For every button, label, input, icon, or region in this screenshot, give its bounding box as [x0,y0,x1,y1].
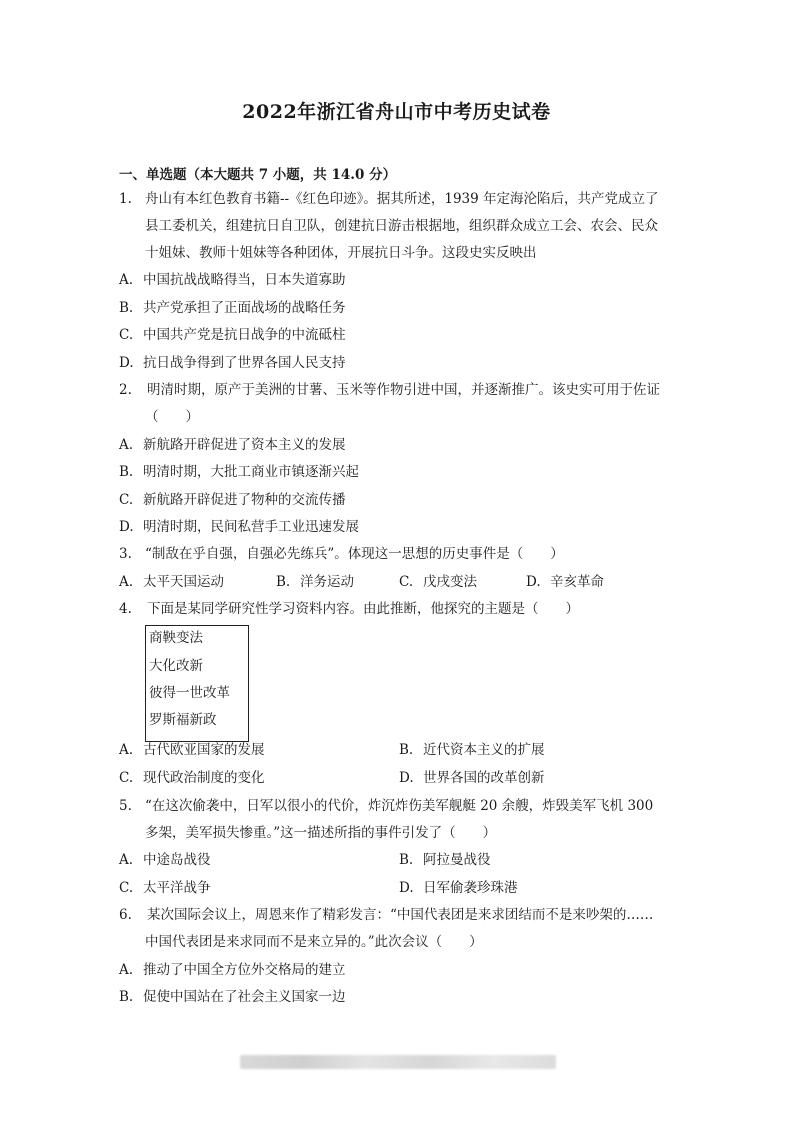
option-text: 新航路开辟促进了物种的交流传播 [143,492,346,508]
option-letter: B. [119,300,134,316]
question-text: “制敌在乎自强，自强必先练兵”。体现这一思想的历史事件是（ ） [145,546,564,562]
option-letter: D. [526,574,541,590]
option-letter: D. [119,355,134,371]
option-text: 戊戌变法 [423,574,477,590]
option-text: 太平洋战争 [143,880,211,896]
option-text: 洋务运动 [300,574,354,590]
option-text: 推动了中国全方位外交格局的建立 [143,962,346,978]
option [119,436,346,454]
option-letter: C. [399,574,414,590]
option-text: 促使中国站在了社会主义国家一边 [143,989,346,1005]
question-text: 某次国际会议上，周恩来作了精彩发言：“中国代表团是来求团结而不是来吵架的…… [147,907,654,923]
option [399,573,477,591]
question-text: 县工委机关，组建抗日自卫队，创建抗日游击根据地，组织群众成立工会、农会、民众 [145,218,658,234]
option-letter: C. [119,492,134,508]
question-text: “在这次偷袭中，日军以很小的代价，炸沉炸伤美军舰艇 20 余艘，炸毁美军飞机 300 [145,798,654,814]
option [276,573,354,591]
option [526,573,604,591]
option-text: 辛亥革命 [550,574,604,590]
section-heading: 一、单选题（本大题共 7 小题，共 14.0 分） [119,167,397,183]
option [119,769,265,787]
option-text: 近代资本主义的扩展 [423,742,545,758]
option-letter: D. [399,770,414,786]
option [119,299,346,317]
option-letter: A. [119,574,134,590]
material-item: 大化改新 [149,658,203,674]
option-text: 现代政治制度的变化 [143,770,265,786]
question-text: 多架，美军损失惨重。”这一描述所指的事件引发了（ ） [145,825,497,841]
option-letter: C. [119,327,134,343]
page-title: 2022年浙江省舟山市中考历史试卷 [242,101,551,123]
option-letter: B. [399,852,414,868]
option-text: 明清时期，民间私营手工业迅速发展 [143,519,359,535]
option [119,326,346,344]
material-item: 罗斯福新政 [149,712,217,728]
question-number: 6. [119,907,132,923]
material-item: 商鞅变法 [149,630,203,646]
option-letter: A. [119,852,134,868]
option [119,961,346,979]
option [119,271,346,289]
option [119,518,359,536]
option-letter: A. [119,272,134,288]
question-text: 中国代表团是来求同而不是来立异的。”此次会议（ ） [145,934,483,950]
option [119,741,265,759]
question-number: 4. [119,601,132,617]
option-text: 共产党承担了正面战场的战略任务 [143,300,346,316]
option [399,769,545,787]
option [119,463,359,481]
option-text: 阿拉曼战役 [423,852,491,868]
material-box [145,625,249,742]
option-text: 太平天国运动 [143,574,224,590]
option-letter: D. [119,519,134,535]
option [119,988,346,1006]
option [399,851,491,869]
option-text: 中国共产党是抗日战争的中流砥柱 [143,327,346,343]
option [119,491,346,509]
option [119,354,346,372]
option-text: 中国抗战战略得当，日本失道寡助 [143,272,346,288]
question-text: 下面是某同学研究性学习资料内容。由此推断，他探究的主题是（ ） [147,601,579,617]
question-number: 1. [119,191,132,207]
option-text: 抗日战争得到了世界各国人民支持 [143,355,346,371]
question-number: 3. [119,546,132,562]
question-text: 十姐妹、教师十姐妹等各种团体，开展抗日斗争。这段史实反映出 [145,245,537,261]
option [119,879,211,897]
option-text: 中途岛战役 [143,852,211,868]
option-letter: A. [119,962,134,978]
option-text: 新航路开辟促进了资本主义的发展 [143,437,346,453]
option-text: 古代欧亚国家的发展 [143,742,265,758]
option [119,573,224,591]
option-text: 日军偷袭珍珠港 [423,880,518,896]
option-letter: C. [119,880,134,896]
option-letter: B. [119,464,134,480]
question-number: 5. [119,798,132,814]
blurred-footer-watermark [240,1055,556,1069]
question-number: 2. [119,382,132,398]
option-letter: B. [119,989,134,1005]
option [399,879,518,897]
option-letter: A. [119,437,134,453]
option-letter: D. [399,880,414,896]
option-text: 世界各国的改革创新 [423,770,545,786]
option [399,741,545,759]
question-text: 明清时期，原产于美洲的甘薯、玉米等作物引进中国，并逐渐推广。该史实可用于佐证 [147,382,660,398]
option-letter: B. [399,742,414,758]
option [119,851,211,869]
option-letter: C. [119,770,134,786]
option-letter: A. [119,742,134,758]
option-text: 明清时期，大批工商业市镇逐渐兴起 [143,464,359,480]
question-text: 舟山有本红色教育书籍--《红色印迹》。据其所述，1939 年定海沦陷后，共产党成立了 [145,191,659,207]
question-text: （ ） [145,409,199,425]
option-letter: B. [276,574,291,590]
material-item: 彼得一世改革 [149,685,230,701]
